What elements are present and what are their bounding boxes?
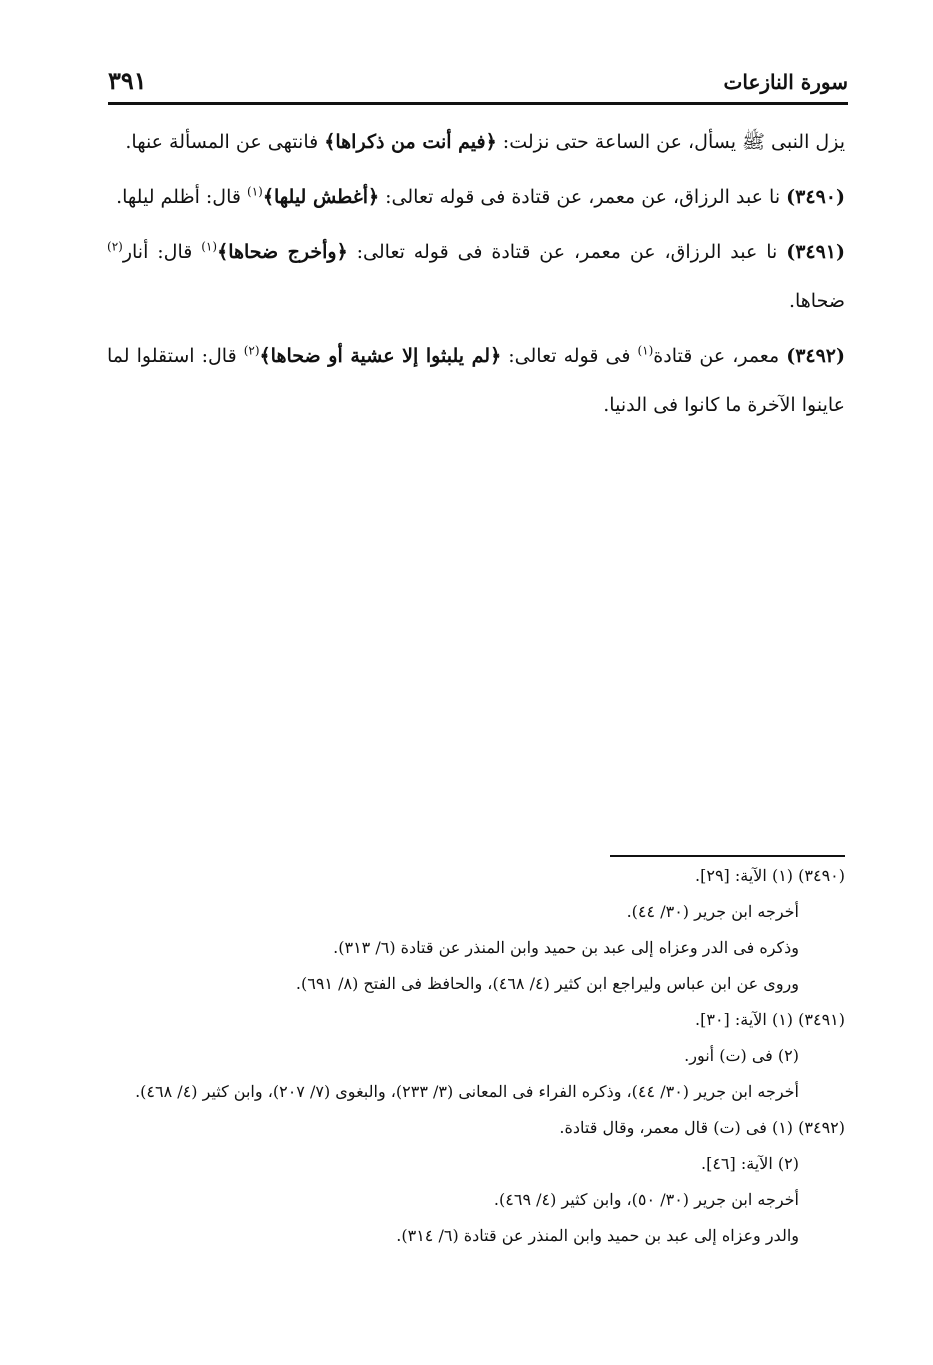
text-segment: يزل النبى ﷺ يسأل، عن الساعة حتى نزلت: — [496, 131, 845, 153]
quran-verse: ﴿فيم أنت من ذكراها﴾ — [324, 131, 497, 153]
footnote-ref: (٢) — [107, 239, 123, 254]
text-segment: نا عبد الرزاق، عن معمر، عن قتادة فى قوله تعالى: — [347, 241, 787, 263]
narration-3490 — [107, 173, 845, 222]
footnote-line: أخرجه ابن جرير (٣٠/ ٤٤)، وذكره الفراء فى المعانى (٣/ ٢٣٣)، والبغوى (٧/ ٢٠٧)، وابن كثير (٤/ ٤٦٨). — [135, 1082, 799, 1101]
footnote-ref: (١) — [201, 239, 218, 254]
footnote-divider — [610, 855, 845, 857]
narration-number: (٣٤٩١) — [786, 241, 846, 263]
footnote-line: (٣٤٩٠) (١) الآية: [٢٩]. — [695, 866, 845, 885]
footnote-line: أخرجه ابن جرير (٣٠/ ٥٠)، وابن كثير (٤/ ٤٦٩). — [493, 1190, 799, 1209]
footnote-line: وذكره فى الدر وعزاه إلى عبد بن حميد وابن المنذر عن قتادة (٦/ ٣١٣). — [333, 938, 799, 957]
footnote-ref: (١) — [247, 184, 263, 199]
footnote-line: والدر وعزاه إلى عبد بن حميد وابن المنذر عن قتادة (٦/ ٣١٤). — [396, 1226, 799, 1245]
narration-3491 — [107, 228, 845, 326]
footnote-line: (٣٤٩٢) (١) فى (ت) قال معمر، وقال قتادة. — [559, 1118, 845, 1137]
footnote-ref: (١) — [637, 343, 654, 358]
text-segment: معمر، عن قتادة — [653, 345, 787, 367]
narration-3492 — [107, 332, 845, 430]
text-segment: فانتهى عن المسألة عنها. — [125, 131, 325, 153]
text-segment: قال: أظلم ليلها. — [116, 186, 248, 208]
footnote-ref: (٢) — [243, 343, 260, 358]
footnotes — [107, 858, 845, 1254]
page-header — [108, 62, 848, 102]
text-segment: ضحاها. — [788, 290, 845, 312]
footnote-line: أخرجه ابن جرير (٣٠/ ٤٤). — [626, 902, 799, 921]
footnote-line: (٣٤٩١) (١) الآية: [٣٠]. — [695, 1010, 845, 1029]
paragraph-continuation — [107, 118, 845, 167]
quran-verse: ﴿أغطش ليلها﴾ — [262, 186, 380, 208]
quran-verse: ﴿لم يلبثوا إلا عشية أو ضحاها﴾ — [259, 345, 502, 367]
header-divider — [108, 102, 848, 105]
footnote-line: (٢) الآية: [٤٦]. — [700, 1154, 799, 1173]
text-segment: قال: استقلوا لما عاينوا الآخرة ما كانوا فى الدنيا. — [107, 345, 845, 416]
main-text — [107, 118, 845, 430]
page-number: ٣٩١ — [108, 66, 147, 95]
surah-title: سورة النازعات — [723, 70, 848, 94]
narration-number: (٣٤٩٢) — [786, 345, 846, 367]
footnote-line: وروى عن ابن عباس وليراجع ابن كثير (٤/ ٤٦٨)، والحافظ فى الفتح (٨/ ٦٩١). — [295, 974, 799, 993]
text-segment: نا عبد الرزاق، عن معمر، عن قتادة فى قوله تعالى: — [379, 186, 787, 208]
footnote-line: (٢) فى (ت) أنور. — [684, 1046, 799, 1065]
quran-verse: ﴿وأخرج ضحاها﴾ — [217, 241, 348, 263]
text-segment: فى قوله تعالى: — [501, 345, 638, 367]
text-segment: قال: أنار — [122, 241, 202, 263]
narration-number: (٣٤٩٠) — [786, 186, 845, 208]
